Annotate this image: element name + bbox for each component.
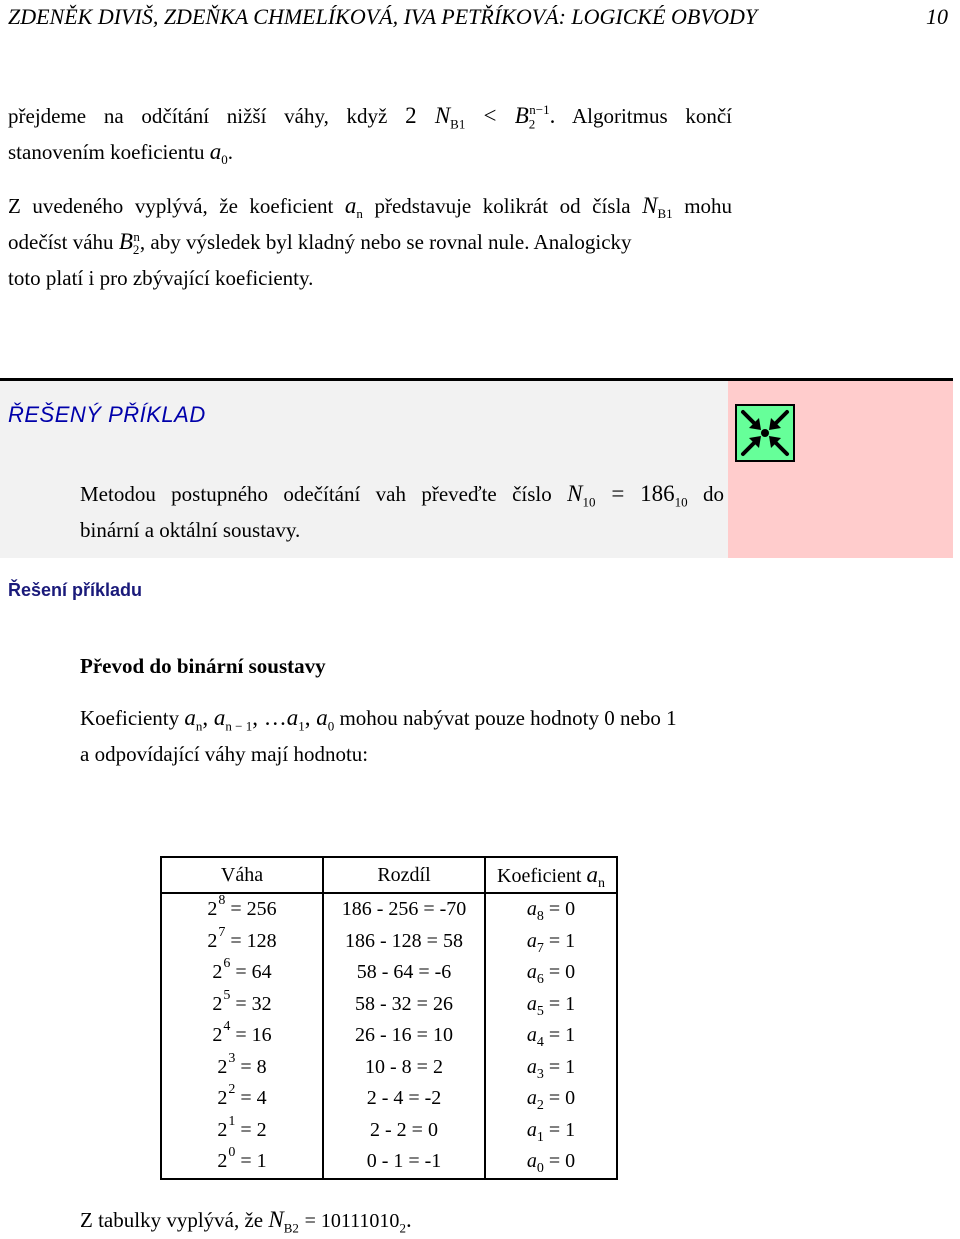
table-row [161,1083,617,1115]
weight-cell [161,1146,323,1179]
coefficient-cell [485,1115,617,1147]
coefficient-cell [485,893,617,926]
page-number: 10 [926,4,948,29]
coef-var: a [526,1150,537,1173]
coefficient-cell [485,989,617,1021]
solution-line-2 [80,736,730,772]
conclusion [80,1202,730,1239]
header-var: a [586,862,598,887]
coef-sub: 0 [536,1161,544,1177]
difference-cell: 186 - 128 = 58 [323,926,485,958]
intro-line-1 [8,98,732,134]
table-row [161,926,617,958]
solution-title: Řešení příkladu [8,580,143,600]
weight-b: B [118,229,133,254]
conclusion-end: . [405,1207,412,1232]
example-text-3: binární a oktální soustavy. [80,518,301,542]
weight-value: = 16 [235,1024,272,1047]
intro2-text-3: mohu [684,194,733,218]
weight-exp: 7 [218,924,226,940]
weight-exp: 3 [228,1050,236,1066]
solution-subheading: Převod do binární soustavy [80,654,326,678]
weight-base: 2 [212,961,223,984]
difference-cell: 58 - 64 = -6 [323,957,485,989]
table-header-row [161,857,617,893]
coef-var: a [526,992,537,1015]
conclusion-value: = 10111010 [304,1210,400,1232]
coefficient-cell [485,1020,617,1052]
weight-cell [161,1115,323,1147]
coef-value: = 0 [548,961,576,984]
weight-base: 2 [217,1118,228,1141]
coef-sub: 7 [536,940,544,956]
intro-paragraph-1 [8,98,732,170]
example-line-1 [80,476,724,512]
intro2-text-4: odečíst váhu [8,230,114,254]
coef-value: = 1 [548,1024,576,1047]
weight-exp: 2 [228,1082,236,1098]
example-title: ŘEŠENÝ PŘÍKLAD [8,402,206,427]
difference-cell: 2 - 4 = -2 [323,1083,485,1115]
table-row [161,1052,617,1084]
coef-a0: a [209,139,222,164]
coef-value: = 1 [548,992,576,1015]
table-row [161,893,617,926]
intro-text-3: stanovením koeficientu [8,140,205,164]
intro-line-2: stanovením koeficientu $a_0$. [8,139,234,168]
difference-cell: 26 - 16 = 10 [323,1020,485,1052]
weight-cell [161,1052,323,1084]
weight-cell [161,926,323,958]
coef-sub: 1 [536,1129,544,1145]
weight-b-sup: n [133,229,140,244]
coef-value: = 0 [548,1087,576,1110]
weight-value: = 8 [240,1055,267,1078]
coefficient-cell [485,926,617,958]
difference-cell: 58 - 32 = 26 [323,989,485,1021]
difference-cell: 186 - 256 = -70 [323,893,485,926]
coef-value: = 1 [548,929,576,952]
example-value: = 186 [611,481,675,506]
intro-text: přejdeme na odčítání nižší váhy, když [8,104,388,128]
weight-base: 2 [207,929,218,952]
coefficient-cell [485,1083,617,1115]
intro2-line-2 [8,224,732,260]
coef-sub: 6 [536,972,544,988]
example-value-sub: 10 [674,494,688,510]
coef-var: a [526,1055,537,1078]
header-authors: ZDENĚK DIVIŠ, ZDEŇKA CHMELÍKOVÁ, IVA PETŘÍKOVÁ: LOGICKÉ OBVODY [8,4,758,29]
weight-exp: 8 [218,893,226,909]
example-n: N [567,481,583,506]
intro2-text-5: , aby výsledek byl kladný nebo se rovnal nule. Analogicky [139,230,632,254]
coefficient-cell [485,1052,617,1084]
difference-cell: 0 - 1 = -1 [323,1146,485,1179]
example-line-2 [80,512,724,548]
weight-value: = 1 [240,1150,267,1173]
intro2-line-1 [8,188,732,224]
coef-sub: 5 [536,1003,544,1019]
coef-sub: 3 [536,1066,544,1082]
table-row [161,957,617,989]
weight-value: = 4 [240,1087,267,1110]
weight-base: 2 [217,1150,228,1173]
coef-value: = 1 [548,1055,576,1078]
coef-an-sub: n [356,206,363,222]
weight-exp: 4 [223,1019,231,1035]
converge-arrows-icon [735,404,795,462]
coef-sub: 2 [536,1098,544,1114]
coef-var: a [526,1087,537,1110]
weight-cell [161,957,323,989]
coef-a0-sub: 0 [221,152,228,168]
number-n: N [642,193,658,218]
coef-var: a [526,929,537,952]
weight-base: 2 [212,1024,223,1047]
table-row [161,1115,617,1147]
intro2-text-1: Z uvedeného vyplývá, že koeficient [8,194,334,218]
solution-line-1 [80,700,730,736]
condition-formula: 2 $N_{B1} < B_2^{n-1}$. [405,102,556,132]
coef-an: a [344,193,357,218]
weight-cell [161,1083,323,1115]
coef-value: = 0 [548,1150,576,1173]
example-n-sub: 10 [582,494,596,510]
intro-text-2: Algoritmus končí [571,104,732,128]
weight-value: = 128 [230,929,277,952]
coef-value: = 0 [548,898,576,921]
coef-var: a [526,898,537,921]
weights-table [160,856,618,1180]
example-text-2: do [703,482,724,506]
example-top-rule [0,378,953,381]
coef-value: = 1 [548,1118,576,1141]
coefficient-cell [485,1146,617,1179]
example-text [80,476,724,548]
page-header [8,4,948,30]
weight-exp: 1 [228,1113,236,1129]
example-text-1: Metodou postupného odečítání vah převeďte číslo [80,482,552,506]
weight-b-sub: 2 [132,242,140,258]
weight-exp: 6 [223,956,231,972]
weight-base: 2 [207,898,218,921]
coef-sub: 4 [536,1035,544,1051]
solution-text-3: a odpovídající váhy mají hodnotu: [80,742,369,766]
weight-cell [161,893,323,926]
intro2-line-3 [8,260,732,296]
conclusion-n-sub: B2 [283,1220,299,1236]
difference-cell: 2 - 2 = 0 [323,1115,485,1147]
header-var-sub: n [597,876,605,891]
weight-cell [161,1020,323,1052]
weight-value: = 32 [235,992,272,1015]
coef-var: a [526,961,537,984]
weight-value: = 2 [240,1118,267,1141]
solution-text-1: Koeficienty [80,706,180,730]
weight-base: 2 [217,1055,228,1078]
number-n-sub: B1 [657,206,673,222]
coef-sub: 8 [536,909,544,925]
coefficient-cell [485,957,617,989]
solution-paragraph [80,700,730,772]
intro2-text-6: toto platí i pro zbývající koeficienty. [8,266,314,290]
coef-var: a [526,1118,537,1141]
conclusion-value-sub: 2 [399,1220,406,1236]
weight-exp: 0 [228,1145,236,1161]
weight-base: 2 [212,992,223,1015]
coefficients-formula: $a_n$, $a_{n - 1}$, $\dots a_1$, $a_0$ [184,705,335,734]
weight-base: 2 [217,1087,228,1110]
difference-cell: 10 - 8 = 2 [323,1052,485,1084]
weight-value: = 256 [230,898,277,921]
conclusion-text: Z tabulky vyplývá, že [80,1208,264,1232]
conclusion-n: N [268,1207,284,1232]
weight-value: = 64 [235,961,272,984]
example-number [567,481,688,510]
coef-var: a [526,1024,537,1047]
header-difference: Rozdíl [323,857,485,893]
solution-text-2: mohou nabývat pouze hodnoty 0 nebo 1 [339,706,677,730]
conclusion-formula [268,1207,412,1236]
header-coefficient [485,857,617,893]
intro-paragraph-2 [8,188,732,296]
table-row [161,1020,617,1052]
table-row [161,989,617,1021]
intro2-text-2: představuje kolikrát od čísla [374,194,631,218]
weight-cell [161,989,323,1021]
weight-exp: 5 [223,987,231,1003]
header-coefficient-label: Koeficient [497,865,582,887]
header-weight: Váha [161,857,323,893]
table-row [161,1146,617,1179]
